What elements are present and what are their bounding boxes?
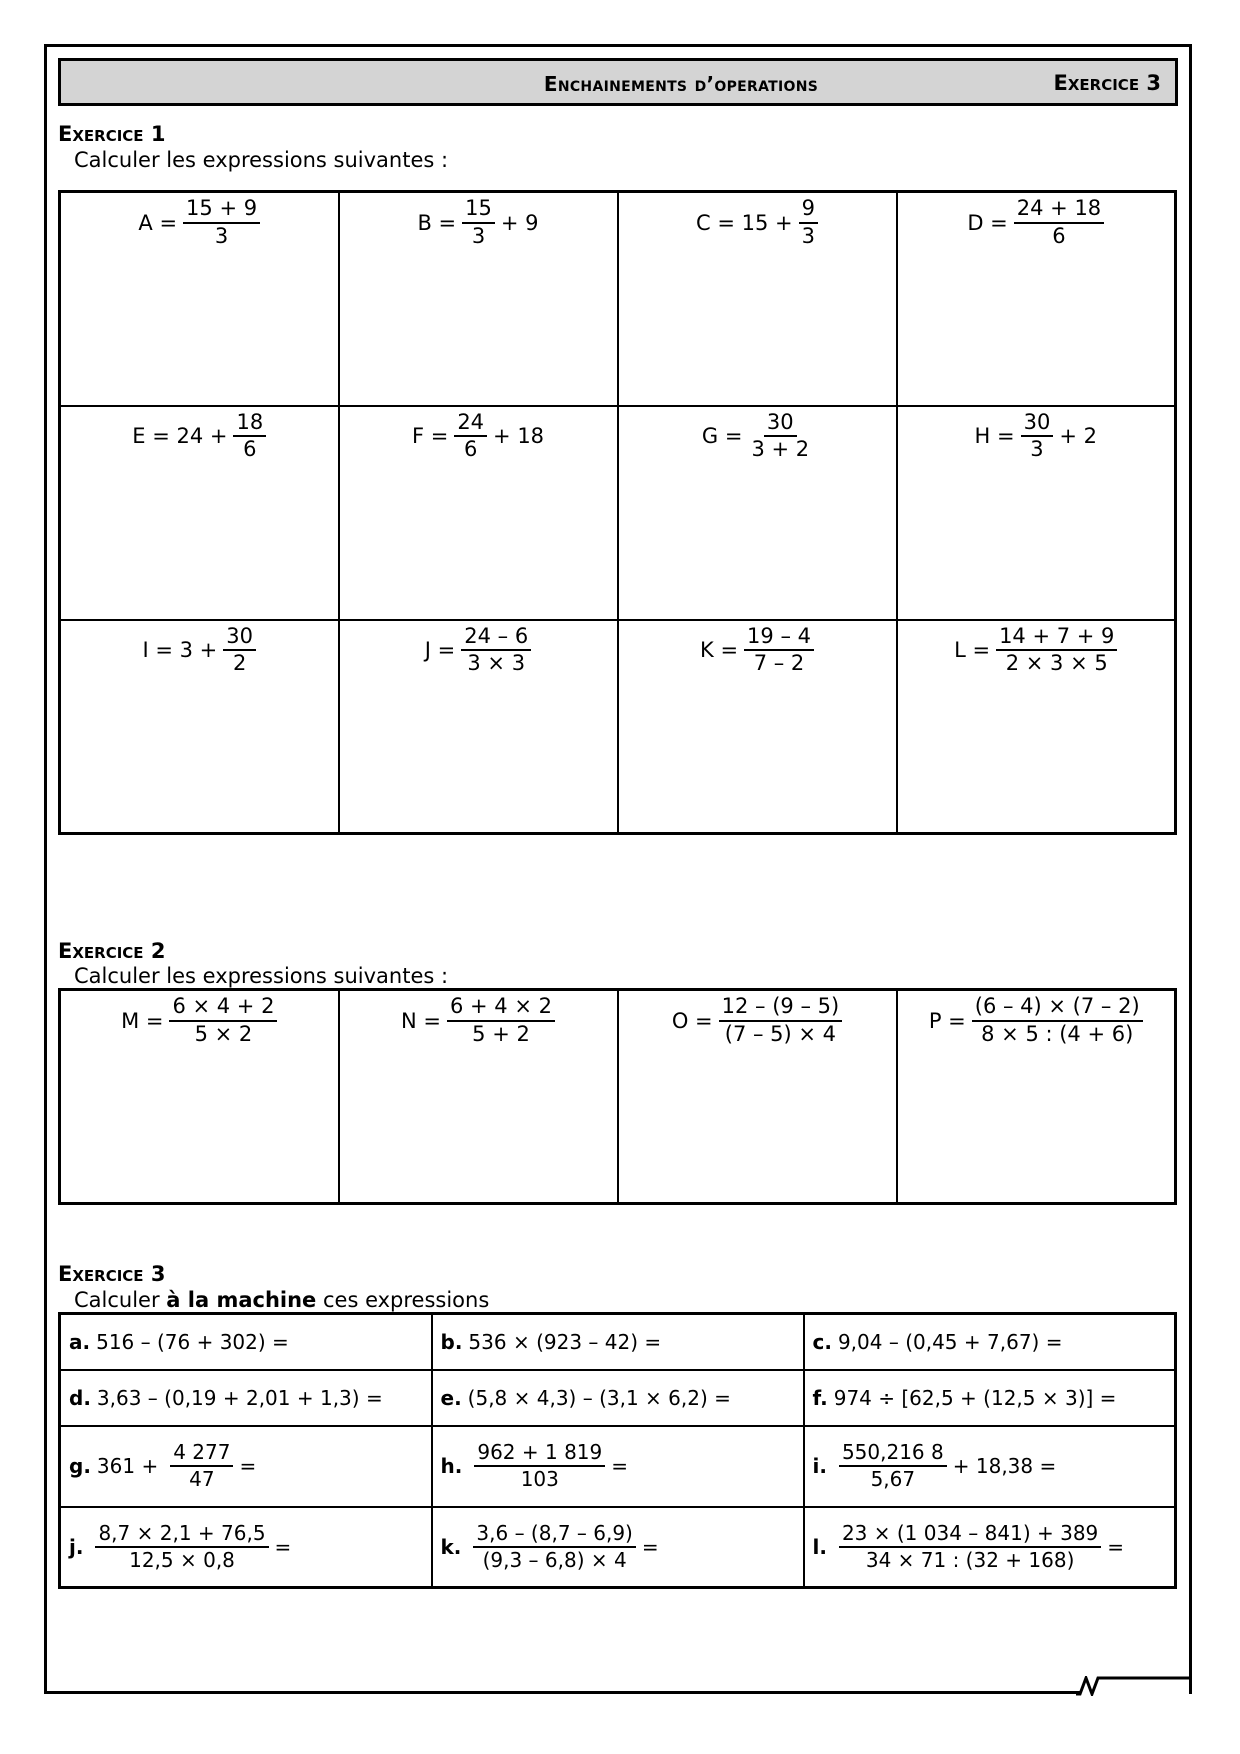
- item-expression: 974 ÷ [62,5 + (12,5 × 3)] =: [833, 1385, 1117, 1410]
- fraction-numerator: 24: [454, 411, 487, 438]
- item-label: c.: [812, 1329, 832, 1354]
- header-exercise-tag: Exercice 3: [1053, 71, 1161, 95]
- fraction-numerator: 18: [233, 411, 266, 438]
- fraction-numerator: 24 – 6: [461, 625, 531, 652]
- expression: [898, 991, 1175, 1046]
- item-expression: (5,8 × 4,3) – (3,1 × 6,2) =: [467, 1385, 731, 1410]
- answer-cell: [897, 990, 1176, 1204]
- expression-lhs: A =: [138, 210, 178, 235]
- fraction-denominator: 8 × 5 : (4 + 6): [981, 1021, 1134, 1046]
- item-suffix: + 18,38 =: [952, 1454, 1057, 1478]
- calc-expression: [441, 1330, 803, 1354]
- answer-cell: [618, 406, 897, 620]
- fraction-denominator: 3 + 2: [751, 437, 810, 462]
- fraction: [1021, 411, 1054, 462]
- fraction-numerator: 30: [223, 625, 256, 652]
- expression-lhs: F =: [411, 424, 449, 449]
- fraction-numerator: 6 + 4 × 2: [447, 995, 555, 1022]
- page-header: [58, 58, 1178, 106]
- calc-cell: [804, 1370, 1176, 1426]
- calc-cell: [804, 1426, 1176, 1507]
- expression-lhs: N =: [401, 1008, 441, 1033]
- fraction: [169, 995, 277, 1046]
- expression: [619, 991, 896, 1046]
- expression-lhs: H =: [974, 424, 1015, 449]
- answer-cell: [897, 406, 1176, 620]
- item-label: b.: [440, 1329, 463, 1354]
- calc-expression: [69, 1522, 431, 1572]
- calc-expression: [813, 1386, 1175, 1410]
- exercise2-title: Exercice 2: [58, 939, 166, 963]
- expression-suffix: + 2: [1059, 424, 1097, 449]
- fraction-denominator: (9,3 – 6,8) × 4: [482, 1547, 627, 1572]
- fraction-numerator: 550,216 8: [839, 1441, 947, 1467]
- fraction-denominator: 6: [463, 437, 478, 462]
- fraction-numerator: 15: [462, 197, 495, 224]
- fraction-numerator: 9: [799, 197, 818, 224]
- exercise1-grid: [58, 190, 1177, 835]
- answer-cell: [897, 192, 1176, 406]
- item-expression: 9,04 – (0,45 + 7,67) =: [837, 1329, 1063, 1354]
- answer-cell: [339, 192, 618, 406]
- exercise3-title: Exercice 3: [58, 1262, 166, 1286]
- calc-expression: [813, 1522, 1175, 1572]
- fraction-denominator: 47: [189, 1467, 215, 1491]
- fraction-denominator: 5 × 2: [194, 1021, 253, 1046]
- item-prefix: 361 +: [96, 1454, 159, 1478]
- fraction: [233, 411, 266, 462]
- fraction: [1014, 197, 1104, 248]
- answer-cell: [60, 620, 339, 834]
- exercise3-grid: [58, 1312, 1177, 1589]
- calc-cell: [60, 1507, 432, 1588]
- answer-cell: [339, 620, 618, 834]
- fraction: [972, 995, 1143, 1046]
- fraction-denominator: 6: [1052, 223, 1066, 248]
- expression: [898, 621, 1175, 676]
- fraction: [996, 625, 1117, 676]
- fraction-numerator: 3,6 – (8,7 – 6,9): [473, 1522, 635, 1548]
- expression-lhs: E = 24 +: [132, 424, 228, 449]
- calc-cell: [432, 1314, 804, 1370]
- exercise3-instruction-post: ces expressions: [316, 1288, 490, 1312]
- expression-lhs: K =: [700, 638, 739, 663]
- item-label: g.: [69, 1454, 91, 1478]
- fraction-denominator: 2 × 3 × 5: [1005, 651, 1108, 676]
- fraction-numerator: (6 – 4) × (7 – 2): [972, 995, 1143, 1022]
- item-label: l.: [812, 1534, 827, 1559]
- expression: [619, 621, 896, 676]
- calc-cell: [432, 1370, 804, 1426]
- fraction: [474, 1441, 605, 1491]
- answer-cell: [60, 990, 339, 1204]
- frame-corner-mark: [1076, 1676, 1192, 1696]
- expression-lhs: G =: [701, 424, 743, 449]
- fraction-numerator: 14 + 7 + 9: [996, 625, 1117, 652]
- calc-row: [60, 1314, 1176, 1370]
- grid-row: [60, 192, 1176, 406]
- answer-cell: [339, 406, 618, 620]
- fraction: [719, 995, 843, 1046]
- fraction-numerator: 12 – (9 – 5): [719, 995, 843, 1022]
- fraction: [183, 197, 260, 248]
- expression: [61, 621, 338, 676]
- fraction-denominator: (7 – 5) × 4: [724, 1021, 837, 1046]
- fraction: [95, 1522, 268, 1572]
- fraction: [748, 411, 812, 462]
- header-title: Enchainements d’operations: [543, 72, 819, 96]
- fraction-numerator: 8,7 × 2,1 + 76,5: [95, 1522, 268, 1548]
- calc-cell: [804, 1314, 1176, 1370]
- fraction-numerator: 19 – 4: [744, 625, 814, 652]
- answer-cell: [618, 620, 897, 834]
- fraction: [447, 995, 555, 1046]
- item-label: f.: [812, 1385, 828, 1410]
- item-label: k.: [440, 1534, 462, 1559]
- grid-row: [60, 620, 1176, 834]
- expression-lhs: P =: [928, 1008, 966, 1033]
- calc-cell: [60, 1314, 432, 1370]
- fraction-numerator: 30: [764, 411, 797, 438]
- page-frame-bottom: [44, 1691, 1080, 1694]
- expression-suffix: + 18: [493, 424, 545, 449]
- fraction-denominator: 3 × 3: [467, 651, 526, 676]
- fraction: [744, 625, 814, 676]
- fraction-denominator: 6: [243, 437, 257, 462]
- fraction: [170, 1441, 233, 1491]
- fraction-denominator: 3: [471, 223, 486, 248]
- fraction-numerator: 24 + 18: [1014, 197, 1104, 224]
- calc-expression: [69, 1330, 431, 1354]
- fraction-denominator: 7 – 2: [753, 651, 805, 676]
- item-suffix: =: [611, 1454, 629, 1478]
- expression: [619, 193, 896, 248]
- fraction-numerator: 962 + 1 819: [474, 1441, 605, 1467]
- fraction-denominator: 103: [520, 1467, 559, 1491]
- item-expression: 3,63 – (0,19 + 2,01 + 1,3) =: [96, 1385, 383, 1410]
- expression-lhs: L =: [954, 638, 991, 663]
- expression: [61, 407, 338, 462]
- fraction-numerator: 30: [1021, 411, 1054, 438]
- calc-row: [60, 1507, 1176, 1588]
- exercise3-instruction-bold: à la machine: [166, 1288, 317, 1312]
- expression: [340, 621, 617, 676]
- expression-lhs: C = 15 +: [696, 210, 793, 235]
- answer-cell: [618, 192, 897, 406]
- exercise2-grid: [58, 988, 1177, 1205]
- fraction-numerator: 6 × 4 + 2: [169, 995, 277, 1022]
- fraction-numerator: 15 + 9: [183, 197, 260, 224]
- calc-cell: [432, 1426, 804, 1507]
- fraction-denominator: 2: [232, 651, 247, 676]
- fraction-denominator: 3: [214, 223, 229, 248]
- calc-cell: [432, 1507, 804, 1588]
- exercise1-title: Exercice 1: [58, 122, 166, 146]
- expression-lhs: M =: [121, 1008, 164, 1033]
- item-label: a.: [69, 1329, 91, 1354]
- answer-cell: [60, 406, 339, 620]
- expression-lhs: J =: [424, 638, 456, 663]
- answer-cell: [618, 990, 897, 1204]
- item-suffix: =: [239, 1454, 257, 1478]
- calc-expression: [441, 1522, 803, 1572]
- fraction-denominator: 12,5 × 0,8: [129, 1547, 235, 1572]
- fraction-denominator: 3: [1030, 437, 1044, 462]
- calc-cell: [60, 1426, 432, 1507]
- expression-lhs: B =: [417, 210, 457, 235]
- fraction: [461, 625, 531, 676]
- item-suffix: =: [274, 1534, 292, 1559]
- item-suffix: =: [1107, 1534, 1125, 1559]
- expression: [340, 407, 617, 462]
- fraction: [473, 1522, 635, 1572]
- calc-expression: [69, 1386, 431, 1410]
- expression: [898, 193, 1175, 248]
- fraction-denominator: 3: [801, 223, 815, 248]
- calc-row: [60, 1370, 1176, 1426]
- fraction: [839, 1441, 947, 1491]
- item-label: e.: [440, 1385, 462, 1410]
- calc-cell: [804, 1507, 1176, 1588]
- expression: [61, 991, 338, 1046]
- item-expression: 536 × (923 – 42) =: [468, 1329, 662, 1354]
- expression-lhs: D =: [967, 210, 1008, 235]
- grid-row: [60, 406, 1176, 620]
- fraction-denominator: 5 + 2: [472, 1021, 530, 1046]
- answer-cell: [339, 990, 618, 1204]
- fraction: [462, 197, 495, 248]
- exercise2-instruction: Calculer les expressions suivantes :: [74, 964, 449, 988]
- item-label: h.: [440, 1454, 463, 1478]
- calc-expression: [441, 1386, 803, 1410]
- fraction-numerator: 4 277: [170, 1441, 233, 1467]
- expression: [619, 407, 896, 462]
- exercise1-instruction: Calculer les expressions suivantes :: [74, 148, 449, 172]
- expression-lhs: O =: [671, 1008, 713, 1033]
- calc-expression: [441, 1441, 803, 1491]
- answer-cell: [60, 192, 339, 406]
- fraction: [454, 411, 487, 462]
- expression: [898, 407, 1175, 462]
- grid-row: [60, 990, 1176, 1204]
- calc-expression: [813, 1441, 1175, 1491]
- fraction-denominator: 5,67: [870, 1467, 916, 1491]
- fraction: [839, 1522, 1101, 1572]
- fraction-numerator: 23 × (1 034 – 841) + 389: [839, 1522, 1101, 1548]
- expression: [61, 193, 338, 248]
- expression-lhs: I = 3 +: [142, 638, 218, 663]
- item-label: i.: [812, 1454, 827, 1478]
- fraction: [799, 197, 818, 248]
- fraction-denominator: 34 × 71 : (32 + 168): [865, 1547, 1075, 1572]
- expression: [340, 193, 617, 248]
- calc-row: [60, 1426, 1176, 1507]
- expression: [340, 991, 617, 1046]
- exercise3-instruction-pre: Calculer: [74, 1288, 167, 1312]
- item-label: j.: [69, 1534, 84, 1559]
- exercise3-instruction: [74, 1288, 489, 1312]
- item-suffix: =: [641, 1534, 659, 1559]
- item-expression: 516 – (76 + 302) =: [96, 1329, 289, 1354]
- answer-cell: [897, 620, 1176, 834]
- item-label: d.: [69, 1385, 91, 1410]
- calc-expression: [69, 1441, 431, 1491]
- calc-expression: [813, 1330, 1175, 1354]
- fraction: [223, 625, 256, 676]
- calc-cell: [60, 1370, 432, 1426]
- expression-suffix: + 9: [500, 210, 539, 235]
